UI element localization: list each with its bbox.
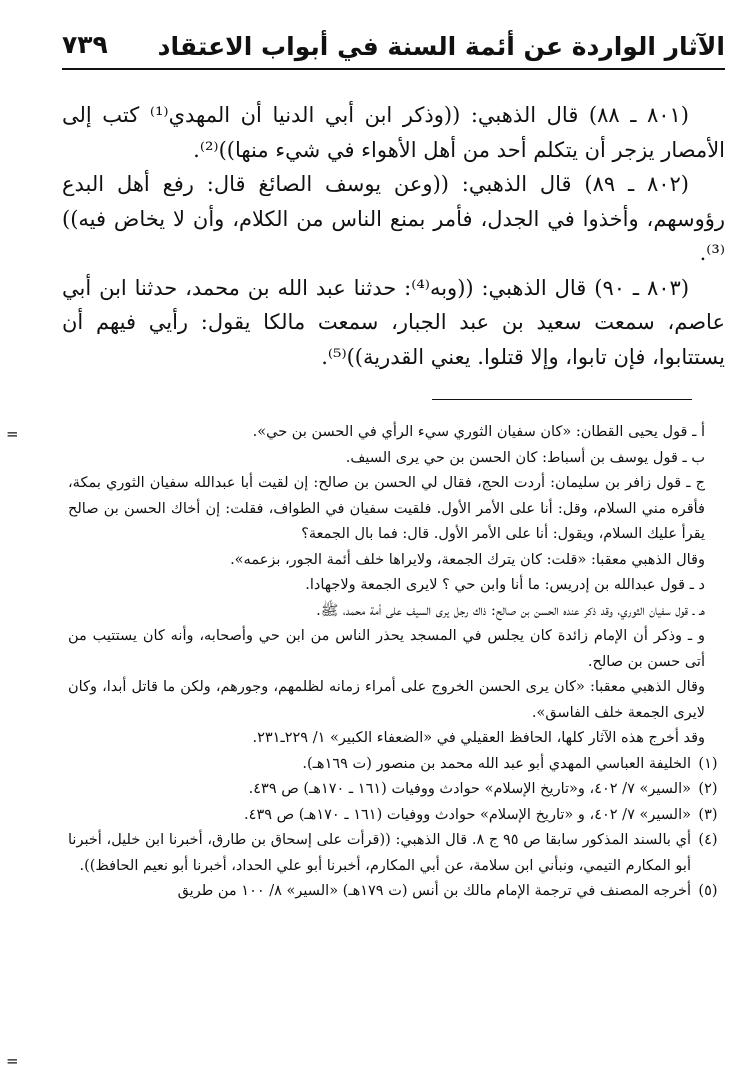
footnote-number: (٢) [698,781,718,797]
note-a: أ ـ قول يحيى القطان: «كان سفيان الثوري سيء الرأي في الحسن بن حي». [252,424,705,440]
note-w: و ـ وذكر أن الإمام زائدة كان يجلس في المسجد يحذر الناس من ابن حي وأصحابه، وأنه كان يستتيب من أتى حسن بن صالح. [68,628,705,670]
footnote-number: (٣) [698,806,718,823]
footnote-1 [68,752,725,778]
footnote-text: أخرجه المصنف في ترجمة الإمام مالك بن أنس (ت ١٧٩هـ) «السير» ٨/ ١٠٠ من طريق [177,883,691,899]
note-uqayli: وقد أخرج هذه الآثار كلها، الحافظ العقيلي في «الضعفاء الكبير» ١/ ٢٢٩ـ٢٣١. [252,730,705,746]
footnote-2 [68,777,725,803]
footnote-number: (٥) [698,883,718,899]
footnote-number: (٤) [698,832,718,848]
athar-89: (٨٠٢ ـ ٨٩) قال الذهبي: ((وعن يوسف الصائغ قال: رفع أهل البدع رؤوسهم، وأخذوا في الجدل، فأمر بمنع الناس من الكلام، وأن لا يخاض فيه))⁽³⁾. [62,172,725,265]
footnote-3 [68,803,725,829]
note-dhahabi-2: وقال الذهبي معقبا: «كان يرى الحسن الخروج على أمراء زمانه لظلمهم، وجورهم، ولكن ما قاتل أبدا، وكان لايرى الجمعة خلف الفاسق». [68,679,705,721]
footnote-text: «السير» ٧/ ٤٠٢، و «تاريخ الإسلام» حوادث ووفيات (١٦١ ـ ١٧٠هـ) ص ٤٣٩. [244,806,691,823]
note-j: ج ـ قول زافر بن سليمان: أردت الحج، فقال لي الحسن بن صالح: إن لقيت أبا عبدالله سفيان الثوري بمكة، فأقره مني السلام، وقل: أنا على الأمر الأول. فلقيت سفيان في الطواف، فقلت: إن أخاك الحسن بن صالح يقرأ عليك السلام، ويقول: أنا على الأمر الأول. قال: فما بال الجمعة؟ [68,475,705,542]
footnote-text: أي بالسند المذكور سابقا ص ٩٥ ج ٨. قال الذهبي: ((قرأت على إسحاق بن طارق، أخبرنا ابن خليل، أخبرنا أبو المكارم التيمي، ونبأني ابن سلامة، عن أبي المكارم، أخبرنا أبو علي الحداد، أخبرنا أبو نعيم الحافظ)). [68,832,691,874]
footnote-text: الخليفة العباسي المهدي أبو عبد الله محمد بن منصور (ت ١٦٩هـ). [302,755,691,772]
running-header [62,28,725,70]
note-dhahabi-1: وقال الذهبي معقبا: «قلت: كان يترك الجمعة، ولايراها خلف أئمة الجور، بزعمه». [230,551,705,568]
note-b: ب ـ قول يوسف بن أسباط: كان الحسن بن حي يرى السيف. [345,449,705,466]
footnote-number: (١) [698,755,718,772]
athar-90: (٨٠٣ ـ ٩٠) قال الذهبي: ((وبه⁽⁴⁾: حدثنا عبد الله بن محمد، حدثنا ابن أبي عاصم، سمعت سعيد بن عبد الجبار، سمعت مالكا يقول: رأيي فيهم أن يستتابوا، فإن تابوا، وإلا قتلوا. يعني القدرية))⁽⁵⁾. [62,275,725,369]
running-title: الآثار الواردة عن أئمة السنة في أبواب الاعتقاد [157,32,725,61]
note-h: هـ ـ قول سفيان الثوري، وقد ذكر عنده الحسن بن صالح: ذاك رجل يرى السيف على أمة محمد، ﷺ. [316,602,705,619]
page-number: ٧٣٩ [62,30,108,59]
footnotes-area [68,420,725,905]
continuation-mark-top: = [6,425,19,443]
main-text [62,98,725,374]
footnote-5 [68,879,725,905]
footnote-4 [68,828,725,879]
athar-88: (٨٠١ ـ ٨٨) قال الذهبي: ((وذكر ابن أبي الدنيا أن المهدي⁽¹⁾ كتب إلى الأمصار يزجر أن يتكلم أحد من أهل الأهواء في شيء منها))⁽²⁾. [62,103,725,162]
continuation-mark-bottom: = [6,1052,19,1070]
note-d: د ـ قول عبدالله بن إدريس: ما أنا وابن حي ؟ لايرى الجمعة ولاجهادا. [305,577,705,593]
footnote-text: «السير» ٧/ ٤٠٢، و«تاريخ الإسلام» حوادث ووفيات (١٦١ ـ ١٧٠هـ) ص ٤٣٩. [248,781,691,797]
footnote-separator [432,399,692,400]
